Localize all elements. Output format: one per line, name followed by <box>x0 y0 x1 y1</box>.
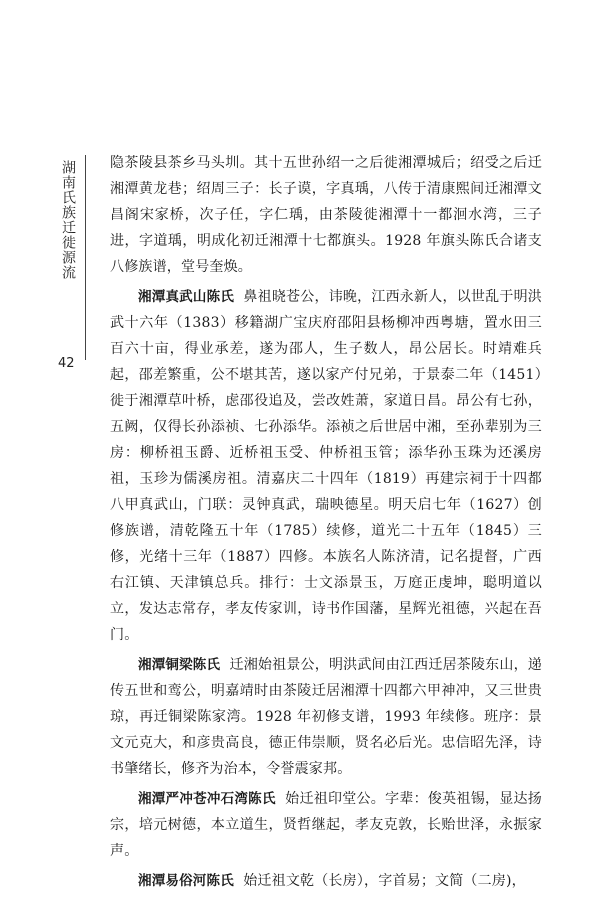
paragraph-text: 始迁祖印堂公。字辈：俊英祖锡，显达扬宗，培元树德，本立道生，贤哲继起，孝友克敦，长贻世泽，永振家声。 <box>110 791 542 859</box>
margin-rule <box>85 155 86 360</box>
paragraph-zhenwushan <box>110 284 542 648</box>
clan-heading: 湘潭铜梁陈氏 <box>138 657 221 673</box>
running-title: 湖南氏族迁徙源流 <box>60 160 76 280</box>
paragraph-text: 鼻祖晓苍公，讳晚，江西永新人，以世乱于明洪武十六年（1383）移籍湖广宝庆府邵阳县杨柳冲西粤塘，置水田三百六十亩，得业承差，遂为邵人，生子数人，昂公居长。时靖难兵起，邵差繁重，公不堪其苦，遂以家产付兄弟，于景泰二年（1451）徙于湘潭草叶桥，虑邵役追及，尝改姓萧，家道日昌。昂公有七孙，五阙，仅得长孙添祯、七孙添华。添祯之后世居中湘，至孙辈别为三房：柳桥祖玉爵、近桥祖玉受、仲桥祖玉管；添华孙玉珠为还溪房祖，玉珍为儒溪房祖。清嘉庆二十四年（1819）再建宗祠于十四都八甲真武山，门联：灵钟真武，瑞映德星。明天启七年（1627）创修族谱，清乾隆五十年（1785）续修，道光二十五年（1845）三修，光绪十三年（1887）四修。本族名人陈济清，记名提督，广西右江镇、天津镇总兵。排行：士文添景玉，万庭正虔坤，聪明道以立，发达志常存，孝友传家训，诗书作国藩，星辉光祖德，兴起在吾门。 <box>110 289 542 643</box>
page-number: 42 <box>58 356 75 371</box>
paragraph-text: 隐茶陵县茶乡马头圳。其十五世孙绍一之后徙湘潭城后；绍受之后迁湘潭黄龙巷；绍周三子：长子谟，字真瑀，八传于清康熙间迁湘潭文昌阁宋家桥，次子任，字仁瑀，由茶陵徙湘潭十一都洄水湾，三子进，字道瑀，明成化初迁湘潭十七都旗头。1928 年旗头陈氏合诸支八修族谱，堂号奎焕。 <box>110 155 542 275</box>
body-text <box>110 150 542 898</box>
clan-heading: 湘潭真武山陈氏 <box>138 289 235 305</box>
paragraph-text: 始迁祖文乾（长房），字首易；文简（二房)， <box>243 873 526 889</box>
paragraph-yisuhe <box>110 868 542 894</box>
clan-heading: 湘潭易俗河陈氏 <box>138 873 234 889</box>
paragraph-shiwan <box>110 786 542 864</box>
paragraph-tongliang <box>110 652 542 782</box>
paragraph-continuation <box>110 150 542 280</box>
paragraph-text: 迁湘始祖景公，明洪武间由江西迁居茶陵东山，递传五世和鸾公，明嘉靖时由茶陵迁居湘潭十四都六甲神冲，又三世贵琼，再迁铜梁陈家湾。1928 年初修支谱，1993 年续修。班序：景文元克大，和彦贵高良，德正伟崇顺，贤名必后光。忠信昭先泽，诗书肇绪长，修齐为治本，令誉震家邦。 <box>110 657 542 777</box>
clan-heading: 湘潭严冲苍冲石湾陈氏 <box>138 791 276 807</box>
